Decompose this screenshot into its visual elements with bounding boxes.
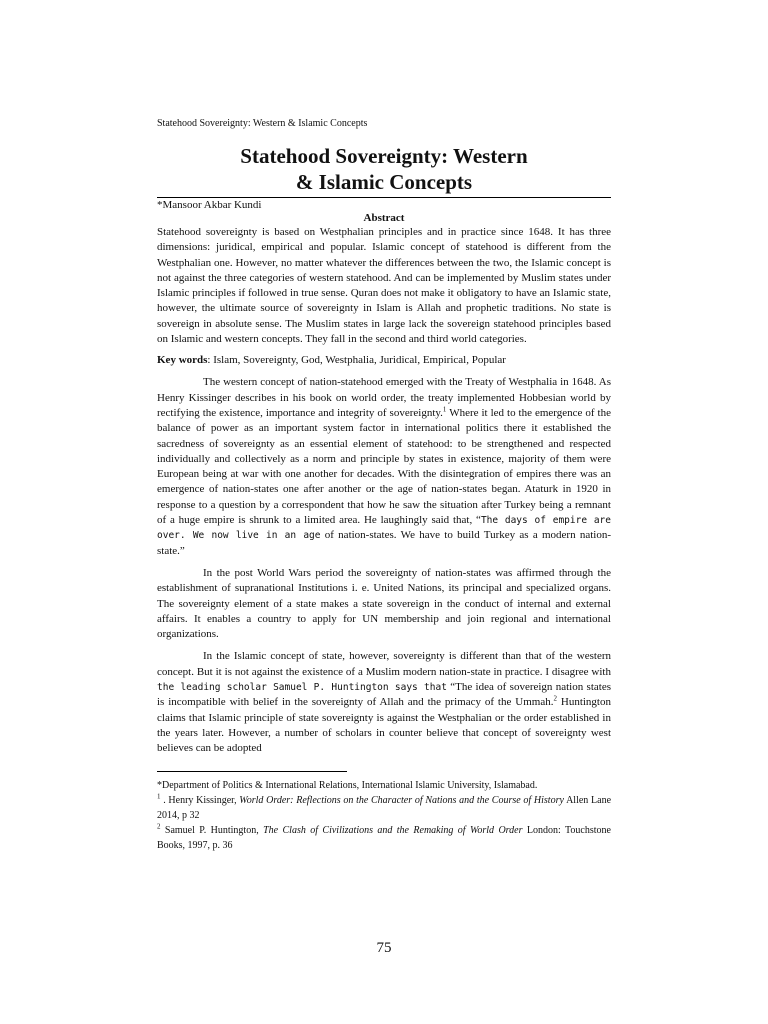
keywords [157,353,611,368]
abstract-text: Statehood sovereignty is based on Westphalian principles and in practice since 1648. It has three dimensions: juridical, empirical and popular. Islamic concept of statehood is different from the Westphalian one. However, no matter whatever the differences between the two, the Islamic concept is not against the three categories of western statehood. And can be implemented by Muslim states under Islamic principles if followed in true sense. Quran does not make it obligatory to have an Islamic state, however, the ultimate source of sovereignty in Islam is Allah and prophetic traditions. No state is sovereign in absolute sense. The Muslim states in large lack the sovereign statehood principles based on Islamic and western concepts. They fall in the second and third world categories. [157,226,611,346]
footnote-2 [157,823,611,853]
footnote-2-book-title: The Clash of Civilizations and the Remaking of World Order [263,824,523,836]
paragraph-1-text-a: The western concept of nation-statehood emerged with the Treaty of Westphalia in 1648. As Henry Kissinger describes in his book on world order, the treaty implemented Hobbesian world by rectifying the existence, importance and integrity of sovereignty. [157,376,611,419]
footnote-1-text-a: . Henry Kissinger, [160,794,240,806]
title-line-2: & Islamic Concepts [295,170,473,194]
abstract-heading: Abstract [363,212,405,224]
footnote-1 [157,793,611,823]
footnote-ref-2: 2 [553,694,557,703]
paragraph-3-text-a: In the Islamic concept of state, however, sovereignty is different than that of the western concept. But it is not against the existence of a Muslim modern nation-state in practice. I disagree with [157,650,611,678]
footnote-1-mark: 1 [157,792,161,801]
paragraph-3-text-c: Huntington claims that Islamic principle of state sovereignty is against the Westphalian or the order established in the years later. However, a number of scholars in counter believe that concept of sovereignty west believes can be adopted [157,696,611,755]
paragraph-1 [157,375,611,559]
paragraph-3-quote: the leading scholar Samuel P. Huntington says that [157,682,447,694]
footnote-1-text-b: Allen Lane 2014, p 32 [157,794,612,821]
paragraph-3-text-b: “The idea of sovereign nation states is incompatible with belief in the sovereignty of Allah and the primacy of the Ummah. [157,681,611,709]
paragraph-1-text-b: Where it led to the emergence of the balance of power as an important system factor in international politics there it established the sacredness of sovereignty as an essential element of statehood: to be strengthened and respected individually and collectively as a norm and principle by states in existence, majority of them were European being at war with one another for decades. With the disintegration of empires there was an emergence of nation-states one after another or the age of nation-states began. Ataturk in 1920 in response to a question by a correspondent that how he saw the situation after Turkey being a remnant of a huge empire is shrunk to a limited area. He laughingly said that, “ [157,406,611,527]
footnote-2-text-a: Samuel P. Huntington, [160,824,264,836]
footnote-affiliation: *Department of Politics & International Relations, International Islamic University, Islamabad. [157,779,538,791]
footnote-2-text-b: London: Touchstone Books, 1997, p. 36 [157,824,611,851]
footnote-2-mark: 2 [157,822,161,831]
running-head: Statehood Sovereignty: Western & Islamic Concepts [157,118,368,129]
keywords-text: : Islam, Sovereignty, God, Westphalia, Juridical, Empirical, Popular [207,354,506,367]
footnote-1-book-title: World Order: Reflections on the Character of Nations and the Course of History [239,794,564,806]
title-rule [157,197,611,198]
paragraph-3 [157,649,611,756]
author: *Mansoor Akbar Kundi [157,199,262,211]
footnote-rule [157,771,347,772]
page-title [157,143,611,195]
title-line-1: Statehood Sovereignty: Western [240,144,528,168]
page-number: 75 [376,940,392,956]
keywords-label: Key words [157,354,208,367]
page-body [157,118,611,853]
footnote-ref-1: 1 [442,405,447,414]
paragraph-1-quote: The days of empire are over. We now live in an age [157,515,611,542]
paragraph-1-text-c: of nation-states. We have to build Turkey as a modern nation-state.” [157,529,611,557]
paragraph-2: In the post World Wars period the sovereignty of nation-states was affirmed through the establishment of supranational Institutions i. e. United Nations, its principal and specialized organs. The sovereignty element of a state makes a state sovereign in the conduct of internal and external affairs. It enables a country to apply for UN membership and join regional and international organizations. [157,566,611,641]
